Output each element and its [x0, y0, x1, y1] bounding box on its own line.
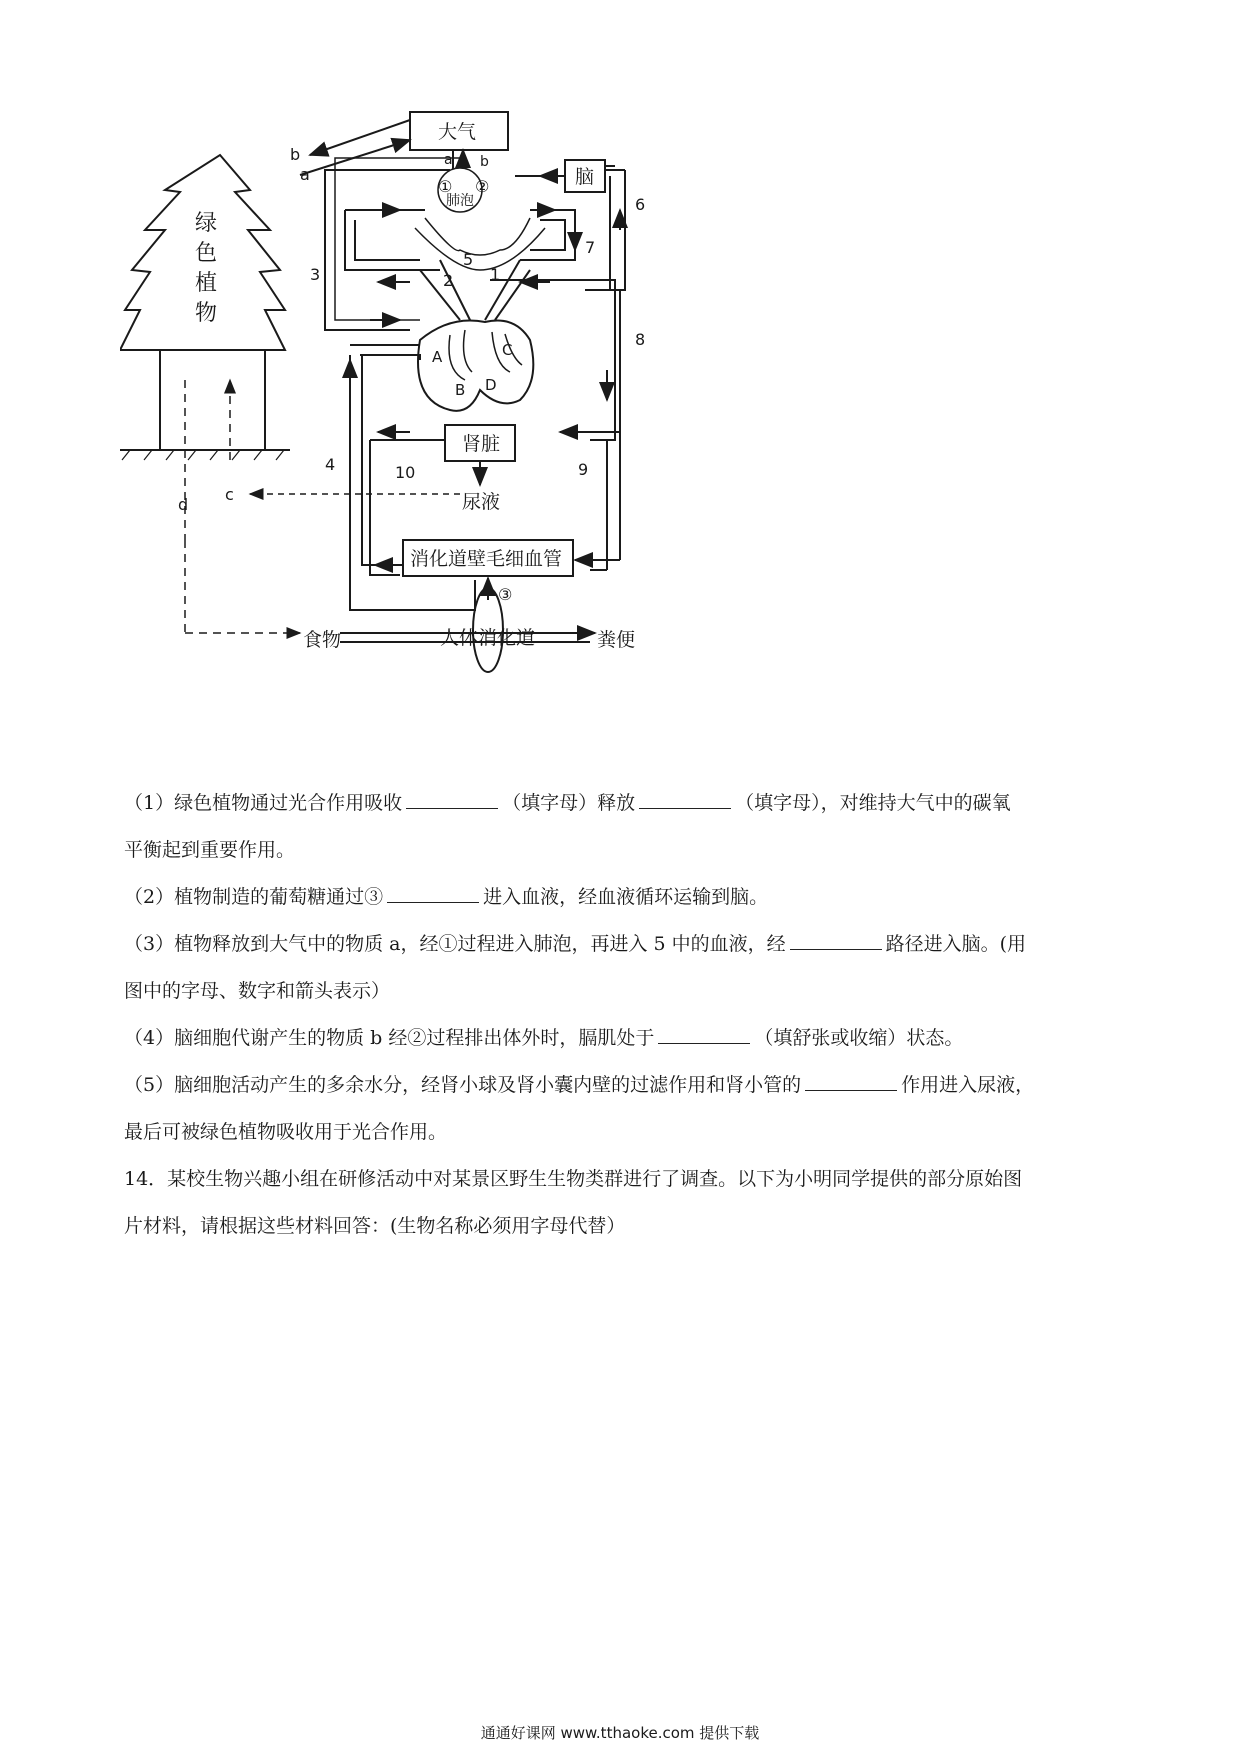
q3-text-c: 图中的字母、数字和箭头表示）: [124, 980, 391, 1002]
num-6: 6: [635, 195, 646, 214]
alveolus-label: 肺泡: [446, 193, 474, 209]
num-10: 10: [395, 463, 416, 482]
question-5-cont: [124, 1112, 1134, 1153]
num-7: 7: [585, 238, 596, 257]
num-8: 8: [635, 330, 646, 349]
question-14-cont: [124, 1206, 1134, 1247]
brain-label: 脑: [575, 166, 595, 188]
q1-text-a: （1）绿色植物通过光合作用吸收: [124, 792, 403, 814]
q1-text-d: 平衡起到重要作用。: [124, 839, 296, 861]
q3-text-b: 路径进入脑。(用: [885, 933, 1027, 955]
capillary-label: 消化道壁毛细血管: [410, 548, 563, 570]
q14-text-b: 片材料，请根据这些材料回答：(生物名称必须用字母代替）: [124, 1215, 626, 1237]
q3-text-a: （3）植物释放到大气中的物质 a，经①过程进入肺泡，再进入 5 中的血液，经: [124, 933, 786, 955]
num-3: 3: [310, 265, 321, 284]
heart-label-c: C: [502, 341, 513, 359]
heart-label-b: B: [455, 381, 466, 399]
q3-blank[interactable]: [790, 931, 882, 950]
q5-blank[interactable]: [805, 1072, 897, 1091]
num-4: 4: [325, 455, 336, 474]
atmosphere-label: 大气: [438, 121, 477, 143]
food-label: 食物: [303, 629, 342, 651]
plant-char-1: 绿: [195, 211, 218, 236]
q5-text-b: 作用进入尿液，: [901, 1074, 1035, 1096]
circled-1: ①: [438, 177, 453, 196]
urine-label: 尿液: [462, 491, 501, 513]
q2-text-a: （2）植物制造的葡萄糖通过③: [124, 886, 384, 908]
letter-a-tree: a: [300, 165, 310, 184]
q1-text-b: （填字母）释放: [502, 792, 636, 814]
q4-blank[interactable]: [658, 1025, 750, 1044]
question-3: [124, 924, 1134, 965]
num-9: 9: [578, 460, 589, 479]
question-2: [124, 877, 1134, 918]
question-1: [124, 783, 1134, 824]
q4-text-b: （填舒张或收缩）状态。: [754, 1027, 964, 1049]
q2-text-b: 进入血液，经血液循环运输到脑。: [483, 886, 769, 908]
question-3-cont: [124, 971, 1134, 1012]
kidney-label: 肾脏: [462, 433, 501, 455]
heart-label-a: A: [432, 348, 443, 366]
num-1: 1: [490, 265, 501, 284]
q14-text-a: 14．某校生物兴趣小组在研修活动中对某景区野生生物类群进行了调查。以下为小明同学提供的部分原始图: [124, 1168, 1023, 1190]
circulation-diagram: [120, 110, 760, 760]
page-footer: 通通好课网 www.tthaoke.com 提供下载: [480, 1724, 760, 1742]
circled-2: ②: [475, 177, 490, 196]
q1-blank-1[interactable]: [406, 790, 498, 809]
digestive-tract-label: 人体消化道: [440, 627, 536, 649]
num-5: 5: [463, 250, 474, 269]
letter-b-atmo: b: [480, 154, 489, 170]
q1-text-c: （填字母），对维持大气中的碳氧: [735, 792, 1011, 814]
letter-a-atmo: a: [444, 152, 453, 168]
question-1-cont: [124, 830, 1134, 871]
letter-d: d: [178, 495, 189, 514]
num-2: 2: [443, 271, 454, 290]
letter-c: c: [225, 485, 234, 504]
question-4: [124, 1018, 1134, 1059]
plant-char-2: 色: [195, 241, 218, 266]
heart-label-d: D: [485, 376, 497, 394]
letter-b-tree: b: [290, 145, 301, 164]
q5-text-c: 最后可被绿色植物吸收用于光合作用。: [124, 1121, 448, 1143]
circled-3: ③: [498, 585, 513, 604]
question-14: [124, 1159, 1134, 1200]
feces-label: 粪便: [597, 629, 636, 651]
q5-text-a: （5）脑细胞活动产生的多余水分，经肾小球及肾小囊内壁的过滤作用和肾小管的: [124, 1074, 802, 1096]
q2-blank[interactable]: [387, 884, 479, 903]
q1-blank-2[interactable]: [639, 790, 731, 809]
question-5: [124, 1065, 1134, 1106]
plant-char-4: 物: [195, 301, 218, 326]
q4-text-a: （4）脑细胞代谢产生的物质 b 经②过程排出体外时，膈肌处于: [124, 1027, 655, 1049]
plant-char-3: 植: [195, 271, 218, 296]
